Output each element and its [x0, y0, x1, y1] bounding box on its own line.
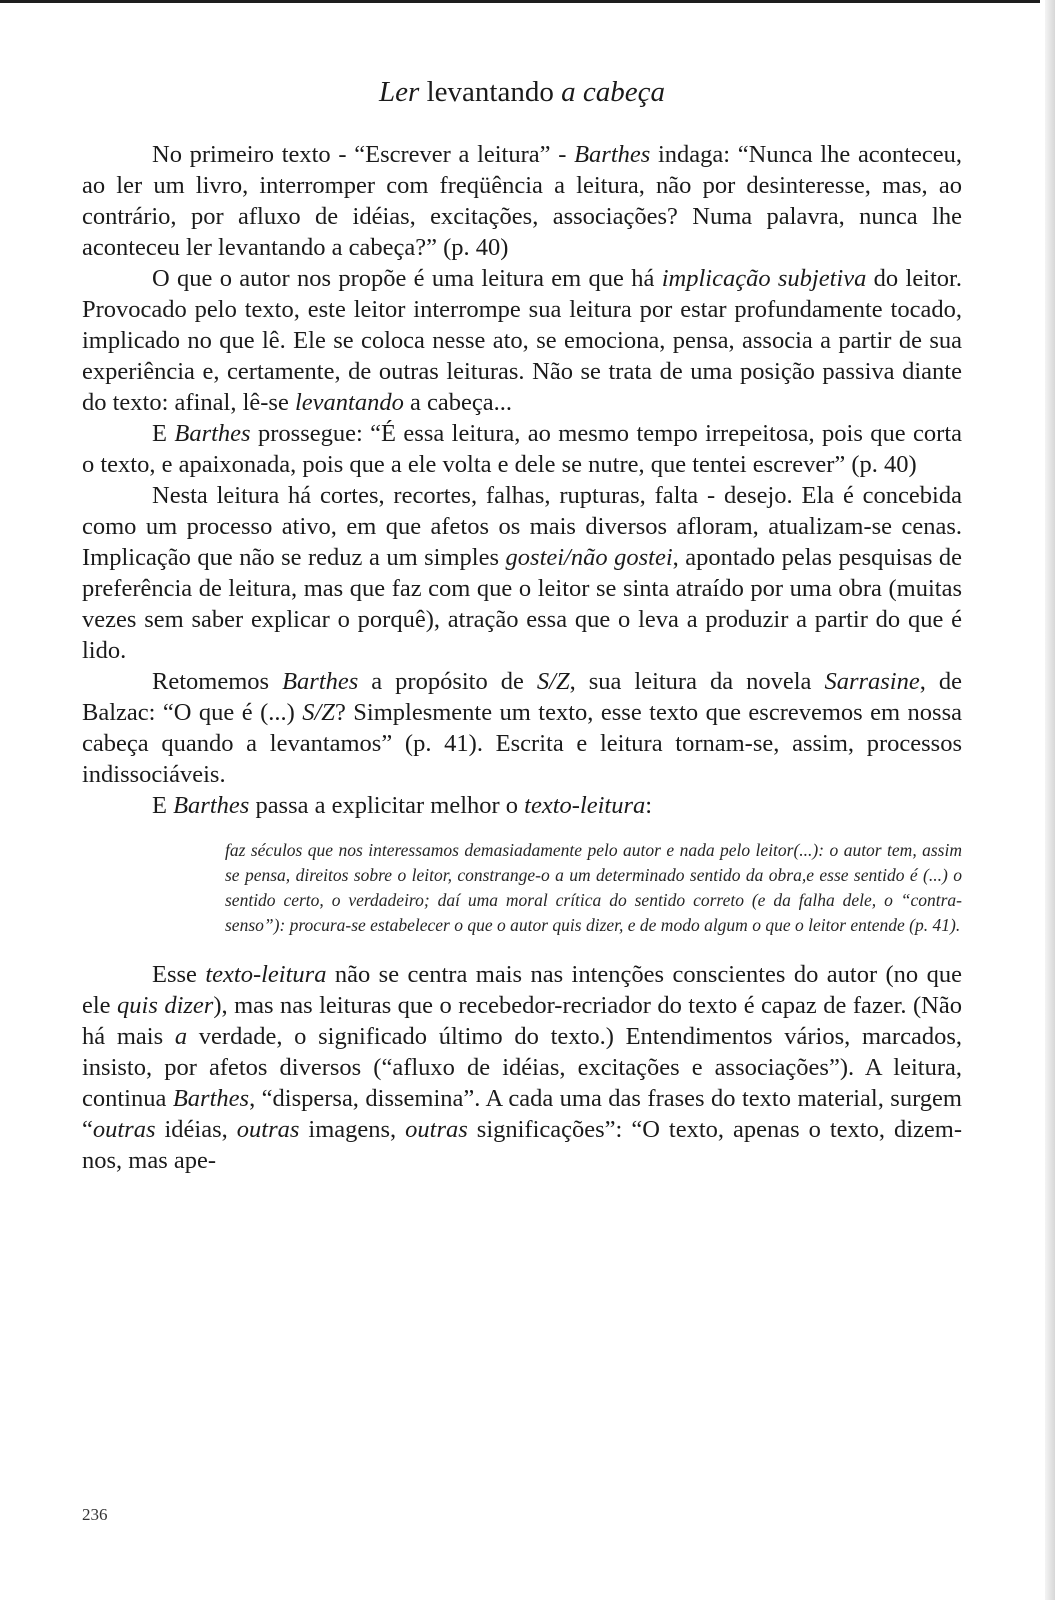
text-span: Esse	[152, 961, 206, 988]
italic-span: S/Z	[536, 668, 570, 695]
italic-span: a	[174, 1023, 188, 1050]
text-span: E	[152, 420, 175, 447]
italic-span: outras	[405, 1116, 468, 1143]
scan-page-edge	[1045, 0, 1055, 1600]
block-quote: faz séculos que nos interessamos demasiadamente pelo autor e nada pelo leitor(...): o autor tem, assim se pensa, direitos sobre o leitor, constrange-o a um determinado sentido da obra,e esse sentido é (...) o sentido certo, o verdadeiro; daí uma moral crítica do sentido correto (e da falha dele, o “contra-senso”): procura-se estabelecer o que o autor quis dizer, e de modo algum o que o leitor entende (p. 41).	[225, 840, 962, 935]
text-span: No primeiro texto - “Escrever a leitura” -	[152, 141, 575, 168]
italic-span: implicação subjetiva	[661, 265, 867, 292]
text-span: imagens,	[299, 1116, 406, 1143]
italic-span: Barthes	[173, 792, 250, 819]
body-text	[82, 139, 962, 1176]
italic-span: Barthes	[282, 668, 359, 695]
text-span: passa a explicitar melhor o	[249, 792, 525, 819]
text-span: indaga: “Nunca lhe aconteceu, ao ler um livro, interromper com freqüência a leitura, não por desinteresse, mas, ao contrário, por afluxo de idéias, excitações, associações? Numa palavra, nunca lhe aconteceu ler levantando a cabeça?” (p. 40)	[82, 141, 962, 261]
text-span: Retomemos	[152, 668, 283, 695]
running-title	[82, 72, 962, 112]
text-span: prossegue: “É essa leitura, ao mesmo tempo irrepeitosa, pois que corta o texto, e apaixonada, pois que a ele volta e dele se nutre, que tentei escrever” (p. 40)	[82, 420, 962, 478]
text-span: significações”: “O texto, apenas o texto, dizem-nos, mas ape-	[82, 1116, 962, 1174]
text-span: , sua leitura da novela	[569, 668, 825, 695]
text-span: idéias,	[155, 1116, 237, 1143]
text-span: a cabeça...	[403, 389, 512, 416]
title-part: levantando	[419, 76, 562, 108]
text-span: a propósito de	[358, 668, 537, 695]
text-span: Nesta leitura há cortes, recortes, falhas, rupturas, falta - desejo. Ela é concebida como um processo ativo, em que afetos os mais diversos afloram, atualizam-se cenas. Implicação que não se reduz a um simples	[82, 482, 962, 571]
scan-top-rule	[0, 0, 1040, 3]
paragraph-2	[82, 263, 962, 418]
title-part: Ler	[379, 76, 420, 108]
text-span: ? Simplesmente um texto, esse texto que escrevemos em nossa cabeça quando a levantamos” (p. 41). Escrita e leitura tornam-se, assim, processos indissociáveis.	[82, 699, 962, 788]
text-span: não se centra mais nas intenções conscientes do autor (no que ele	[82, 961, 962, 1019]
text-span: do leitor. Provocado pelo texto, este leitor interrompe sua leitura por estar profundamente tocado, implicado no que lê. Ele se coloca nesse ato, se emociona, pensa, associa a partir de sua experiência e, certamente, de outras leituras. Não se trata de uma posição passiva diante do texto: afinal, lê-se	[82, 265, 962, 416]
paragraph-4	[82, 480, 962, 666]
text-span: O que o autor nos propõe é uma leitura em que há	[152, 265, 662, 292]
text-span: ), mas nas leituras que o recebedor-recriador do texto é capaz de fazer. (Não há mais	[82, 992, 962, 1050]
paragraph-6	[82, 790, 962, 821]
text-span: , “dispersa, dissemina”. A cada uma das frases do texto material, surgem “	[82, 1085, 962, 1143]
italic-span: Barthes	[174, 420, 251, 447]
italic-span: outras	[92, 1116, 156, 1143]
title-part: a cabeça	[561, 76, 665, 108]
paragraph-1	[82, 139, 962, 263]
page-number: 236	[82, 1505, 108, 1524]
text-span: :	[645, 792, 653, 819]
italic-span: gostei/não gostei	[505, 544, 673, 571]
text-span: , de Balzac: “O que é (...)	[82, 668, 962, 726]
italic-span: texto-leitura	[205, 961, 327, 988]
italic-span: quis dizer	[117, 992, 214, 1019]
italic-span: levantando	[294, 389, 404, 416]
paragraph-7	[82, 959, 962, 1176]
text-span: , apontado pelas pesquisas de preferência de leitura, mas que faz com que o leitor se sinta atraído por uma obra (muitas vezes sem saber explicar o porquê), atração essa que o leva a produzir a partir do que é lido.	[82, 544, 963, 664]
text-span: E	[152, 792, 174, 819]
paragraph-5	[82, 666, 962, 790]
italic-span: Sarrasine	[824, 668, 920, 695]
italic-span: Barthes	[574, 141, 651, 168]
italic-span: texto-leitura	[524, 792, 646, 819]
paragraph-3	[82, 418, 962, 480]
italic-span: S/Z	[302, 699, 335, 726]
italic-span: Barthes	[172, 1085, 250, 1112]
italic-span: outras	[236, 1116, 300, 1143]
text-span: verdade, o significado último do texto.) Entendimentos vários, marcados, insisto, por afetos diversos (“afluxo de idéias, excitações e associações”). A leitura, continua	[82, 1023, 962, 1112]
